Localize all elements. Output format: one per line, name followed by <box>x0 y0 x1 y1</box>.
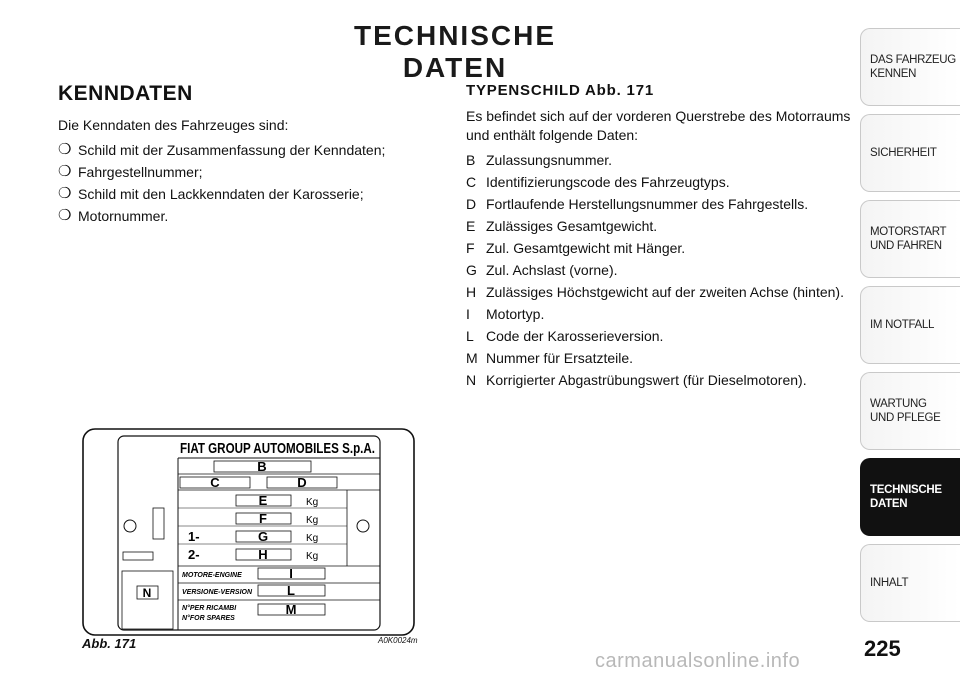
tab-im-notfall[interactable]: IM NOTFALL <box>860 286 960 364</box>
list-item: I Motortyp. <box>466 306 545 322</box>
typenschild-intro: Es befindet sich auf der vorderen Querstrebe des Motorraums und enthält folgende Daten: <box>466 108 851 143</box>
plate-label-l: L <box>287 583 295 598</box>
rivet-hole-left-icon <box>124 520 136 532</box>
plate-label-i: I <box>289 566 293 581</box>
tab-sicherheit[interactable]: SICHERHEIT <box>860 114 960 192</box>
tab-wartung-und-pflege[interactable]: WARTUNG UND PFLEGE <box>860 372 960 450</box>
rivet-hole-right-icon <box>357 520 369 532</box>
list-item: ❍ Motornummer. <box>58 205 443 227</box>
list-item: ❍ Schild mit der Zusammenfassung der Kenndaten; <box>58 139 443 161</box>
figure-code: A0K0024m <box>378 636 418 645</box>
plate-axle-1: 1- <box>188 529 200 544</box>
kenndaten-heading: KENNDATEN <box>58 82 193 105</box>
page-number: 225 <box>864 636 901 661</box>
list-item: L Code der Karosserieversion. <box>466 328 664 344</box>
plate-unit-kg: Kg <box>306 497 319 508</box>
plate-unit-kg: Kg <box>306 533 319 544</box>
tab-technische-daten[interactable]: TECHNISCHE DATEN <box>860 458 960 536</box>
typenschild-list <box>466 149 866 391</box>
plate-label-f: F <box>259 511 267 526</box>
watermark: carmanualsonline.info <box>595 650 801 672</box>
tab-motorstart-und-fahren[interactable]: MOTORSTART UND FAHREN <box>860 200 960 278</box>
identification-plate-figure <box>82 428 416 638</box>
plate-versione-label: VERSIONE-VERSION <box>182 589 253 596</box>
plate-slot <box>153 508 164 539</box>
list-item: H Zulässiges Höchstgewicht auf der zweiten Achse (hinten). <box>466 284 844 300</box>
plate-label-c: C <box>210 475 220 490</box>
circle-bullet-icon: ❍ <box>58 185 72 202</box>
plate-label-b: B <box>257 459 267 474</box>
tab-inhalt[interactable]: INHALT <box>860 544 960 622</box>
page-title: TECHNISCHE DATEN <box>353 20 556 83</box>
tab-das-fahrzeug-kennen[interactable]: DAS FAHRZEUG KENNEN <box>860 28 960 106</box>
typenschild-heading: TYPENSCHILD Abb. 171 <box>466 82 654 99</box>
plate-title: FIAT GROUP AUTOMOBILES S.p.A. <box>180 440 375 457</box>
kenndaten-intro: Die Kenndaten des Fahrzeuges sind: <box>58 117 289 133</box>
plate-unit-kg: Kg <box>306 551 319 562</box>
plate-spares-label: N°FOR SPARES <box>182 615 235 622</box>
list-item: B Zulassungsnummer. <box>466 152 613 168</box>
kenndaten-section <box>58 82 443 227</box>
list-item: ❍ Fahrgestellnummer; <box>58 161 443 183</box>
kenndaten-list <box>58 139 443 227</box>
plate-label-h: H <box>258 547 268 562</box>
list-item: G Zul. Achslast (vorne). <box>466 262 618 278</box>
list-item: M Nummer für Ersatzteile. <box>466 350 634 366</box>
typenschild-section <box>466 82 866 391</box>
circle-bullet-icon: ❍ <box>58 207 72 224</box>
figure-caption: Abb. 171 <box>82 636 137 651</box>
plate-motore-label: MOTORE-ENGINE <box>182 572 242 579</box>
plate-slot <box>123 552 153 560</box>
plate-label-g: G <box>257 529 269 544</box>
plate-label-m: M <box>285 602 297 617</box>
list-item: N Korrigierter Abgastrübungswert (für Dieselmotoren). <box>466 372 807 388</box>
plate-label-d: D <box>297 475 307 490</box>
list-item: E Zulässiges Gesamtgewicht. <box>466 218 658 234</box>
list-item: C Identifizierungscode des Fahrzeugtyps. <box>466 174 730 190</box>
circle-bullet-icon: ❍ <box>58 163 72 180</box>
list-item: ❍ Schild mit den Lackkenndaten der Karosserie; <box>58 183 443 205</box>
plate-label-n: N <box>142 586 152 600</box>
plate-axle-2: 2- <box>188 547 200 562</box>
plate-ricambi-label: N°PER RICAMBI <box>182 605 237 612</box>
list-item: F Zul. Gesamtgewicht mit Hänger. <box>466 240 686 256</box>
list-item: D Fortlaufende Herstellungsnummer des Fahrgestells. <box>466 196 809 212</box>
circle-bullet-icon: ❍ <box>58 141 72 158</box>
plate-label-e: E <box>258 493 268 508</box>
plate-unit-kg: Kg <box>306 515 319 526</box>
